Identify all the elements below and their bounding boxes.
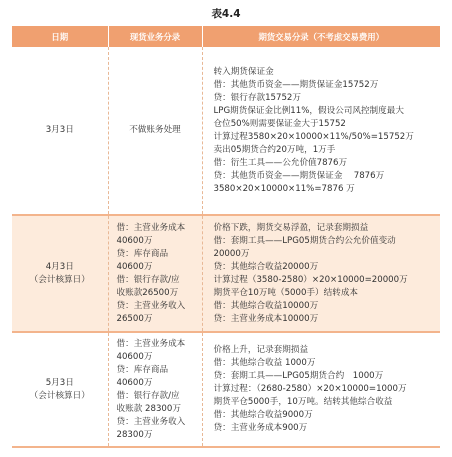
futures-entry-line: 卖出05期货合约20万吨，1万手 [213, 144, 336, 155]
futures-entry-line: 计算过程：（2680-2580）×20×10000=1000万 [213, 384, 407, 394]
futures-entry-line: 3580×20×10000×11%=7876 万 [213, 183, 355, 194]
table-row [12, 47, 440, 215]
spot-entry-cell [108, 215, 202, 332]
spot-entry-line: 26500万 [116, 313, 153, 324]
spot-entry-line: 28300万 [116, 429, 153, 440]
futures-entry-line: 贷：主营业务成本900万 [213, 423, 308, 433]
date-cell [12, 215, 108, 332]
futures-entry-line: LPG期货保证金比例11%，假设公司风控制度最大 [213, 105, 404, 116]
spot-entry-line: 借：银行存款/应 [116, 274, 180, 285]
date-cell [12, 47, 108, 215]
header-date: 日期 [12, 26, 108, 47]
table-row [12, 332, 440, 447]
spot-entry-line: 40600万 [116, 261, 153, 272]
futures-entry-cell [202, 47, 440, 215]
spot-entry-cell [108, 332, 202, 447]
spot-entry-line: 贷：库存商品 [116, 248, 169, 259]
futures-entry-line: 借：其他综合收益 1000万 [213, 358, 316, 368]
futures-entry-line: 仓位50%则需要保证金大于15752 [213, 118, 346, 129]
futures-entry-line: 借：其他货币资金——期货保证金15752万 [213, 79, 379, 90]
spot-entry-line: 贷：库存商品 [116, 364, 169, 375]
futures-entry-line: 价格下跌，期货交易浮盈，记录套期损益 [213, 222, 369, 233]
futures-entry-line: 借：其他综合收益10000万 [213, 300, 319, 311]
spot-entry-cell [108, 47, 202, 215]
futures-entry-line: 计算过程3580×20×10000×11%/50%=15752万 [213, 131, 414, 142]
spot-entry-line: 收账款 28300万 [116, 403, 181, 414]
date-text: 5月3日 [45, 377, 74, 388]
table-title: 表4.4 [211, 8, 241, 20]
futures-entry-cell [202, 215, 440, 332]
futures-entry-line: 贷：其他综合收益20000万 [213, 261, 319, 272]
table-row [12, 215, 440, 332]
spot-entry-line: 借：主营业务成本 [116, 222, 186, 233]
futures-entry-line: 期货平仓10万吨（5000手）结转成本 [213, 287, 359, 298]
futures-entry-line: 期货平仓5000手，10万吨。结转其他综合收益 [213, 397, 393, 407]
date-note: （会计核算日） [29, 390, 90, 401]
spot-entry-line: 不做账务处理 [129, 125, 181, 135]
spot-entry-line: 贷：主营业务收入 [116, 416, 186, 427]
futures-entry-line: 贷：主营业务成本10000万 [213, 313, 319, 324]
futures-entry-line: 价格上升，记录套期损益 [213, 345, 309, 355]
spot-entry-line: 收账款26500万 [116, 287, 179, 298]
futures-entry-line: 贷：套期工具——LPG05期货合约 1000万 [213, 371, 384, 381]
futures-entry-line: 借：衍生工具——公允价值7876万 [213, 157, 348, 168]
header-futures-entries: 期货交易分录（不考虑交易费用） [202, 26, 440, 47]
futures-entry-line: 转入期货保证金 [213, 66, 274, 77]
date-text: 3月3日 [45, 125, 74, 135]
header-spot-entries: 现货业务分录 [108, 26, 202, 47]
date-cell [12, 332, 108, 447]
accounting-table [12, 26, 440, 448]
table-header-row [12, 26, 440, 47]
futures-entry-line: 贷：银行存款15752万 [213, 92, 301, 103]
date-text: 4月3日 [45, 261, 74, 272]
date-note: （会计核算日） [29, 274, 90, 285]
futures-entry-line: 借：套期工具——LPG05期货合约公允价值变动 [213, 235, 396, 246]
futures-entry-line: 借：其他综合收益9000万 [213, 410, 313, 420]
spot-entry-line: 借：主营业务成本 [116, 338, 186, 349]
spot-entry-line: 借：银行存款/应 [116, 390, 180, 401]
futures-entry-line: 贷：其他货币资金——期货保证金 7876万 [213, 170, 385, 181]
futures-entry-cell [202, 332, 440, 447]
spot-entry-line: 40600万 [116, 235, 153, 246]
spot-entry-line: 贷：主营业务收入 [116, 300, 186, 311]
futures-entry-line: 20000万 [213, 248, 250, 259]
futures-entry-line: 计算过程（3580-2580）×20×10000=20000万 [213, 274, 408, 285]
spot-entry-line: 40600万 [116, 377, 153, 388]
spot-entry-line: 40600万 [116, 351, 153, 362]
